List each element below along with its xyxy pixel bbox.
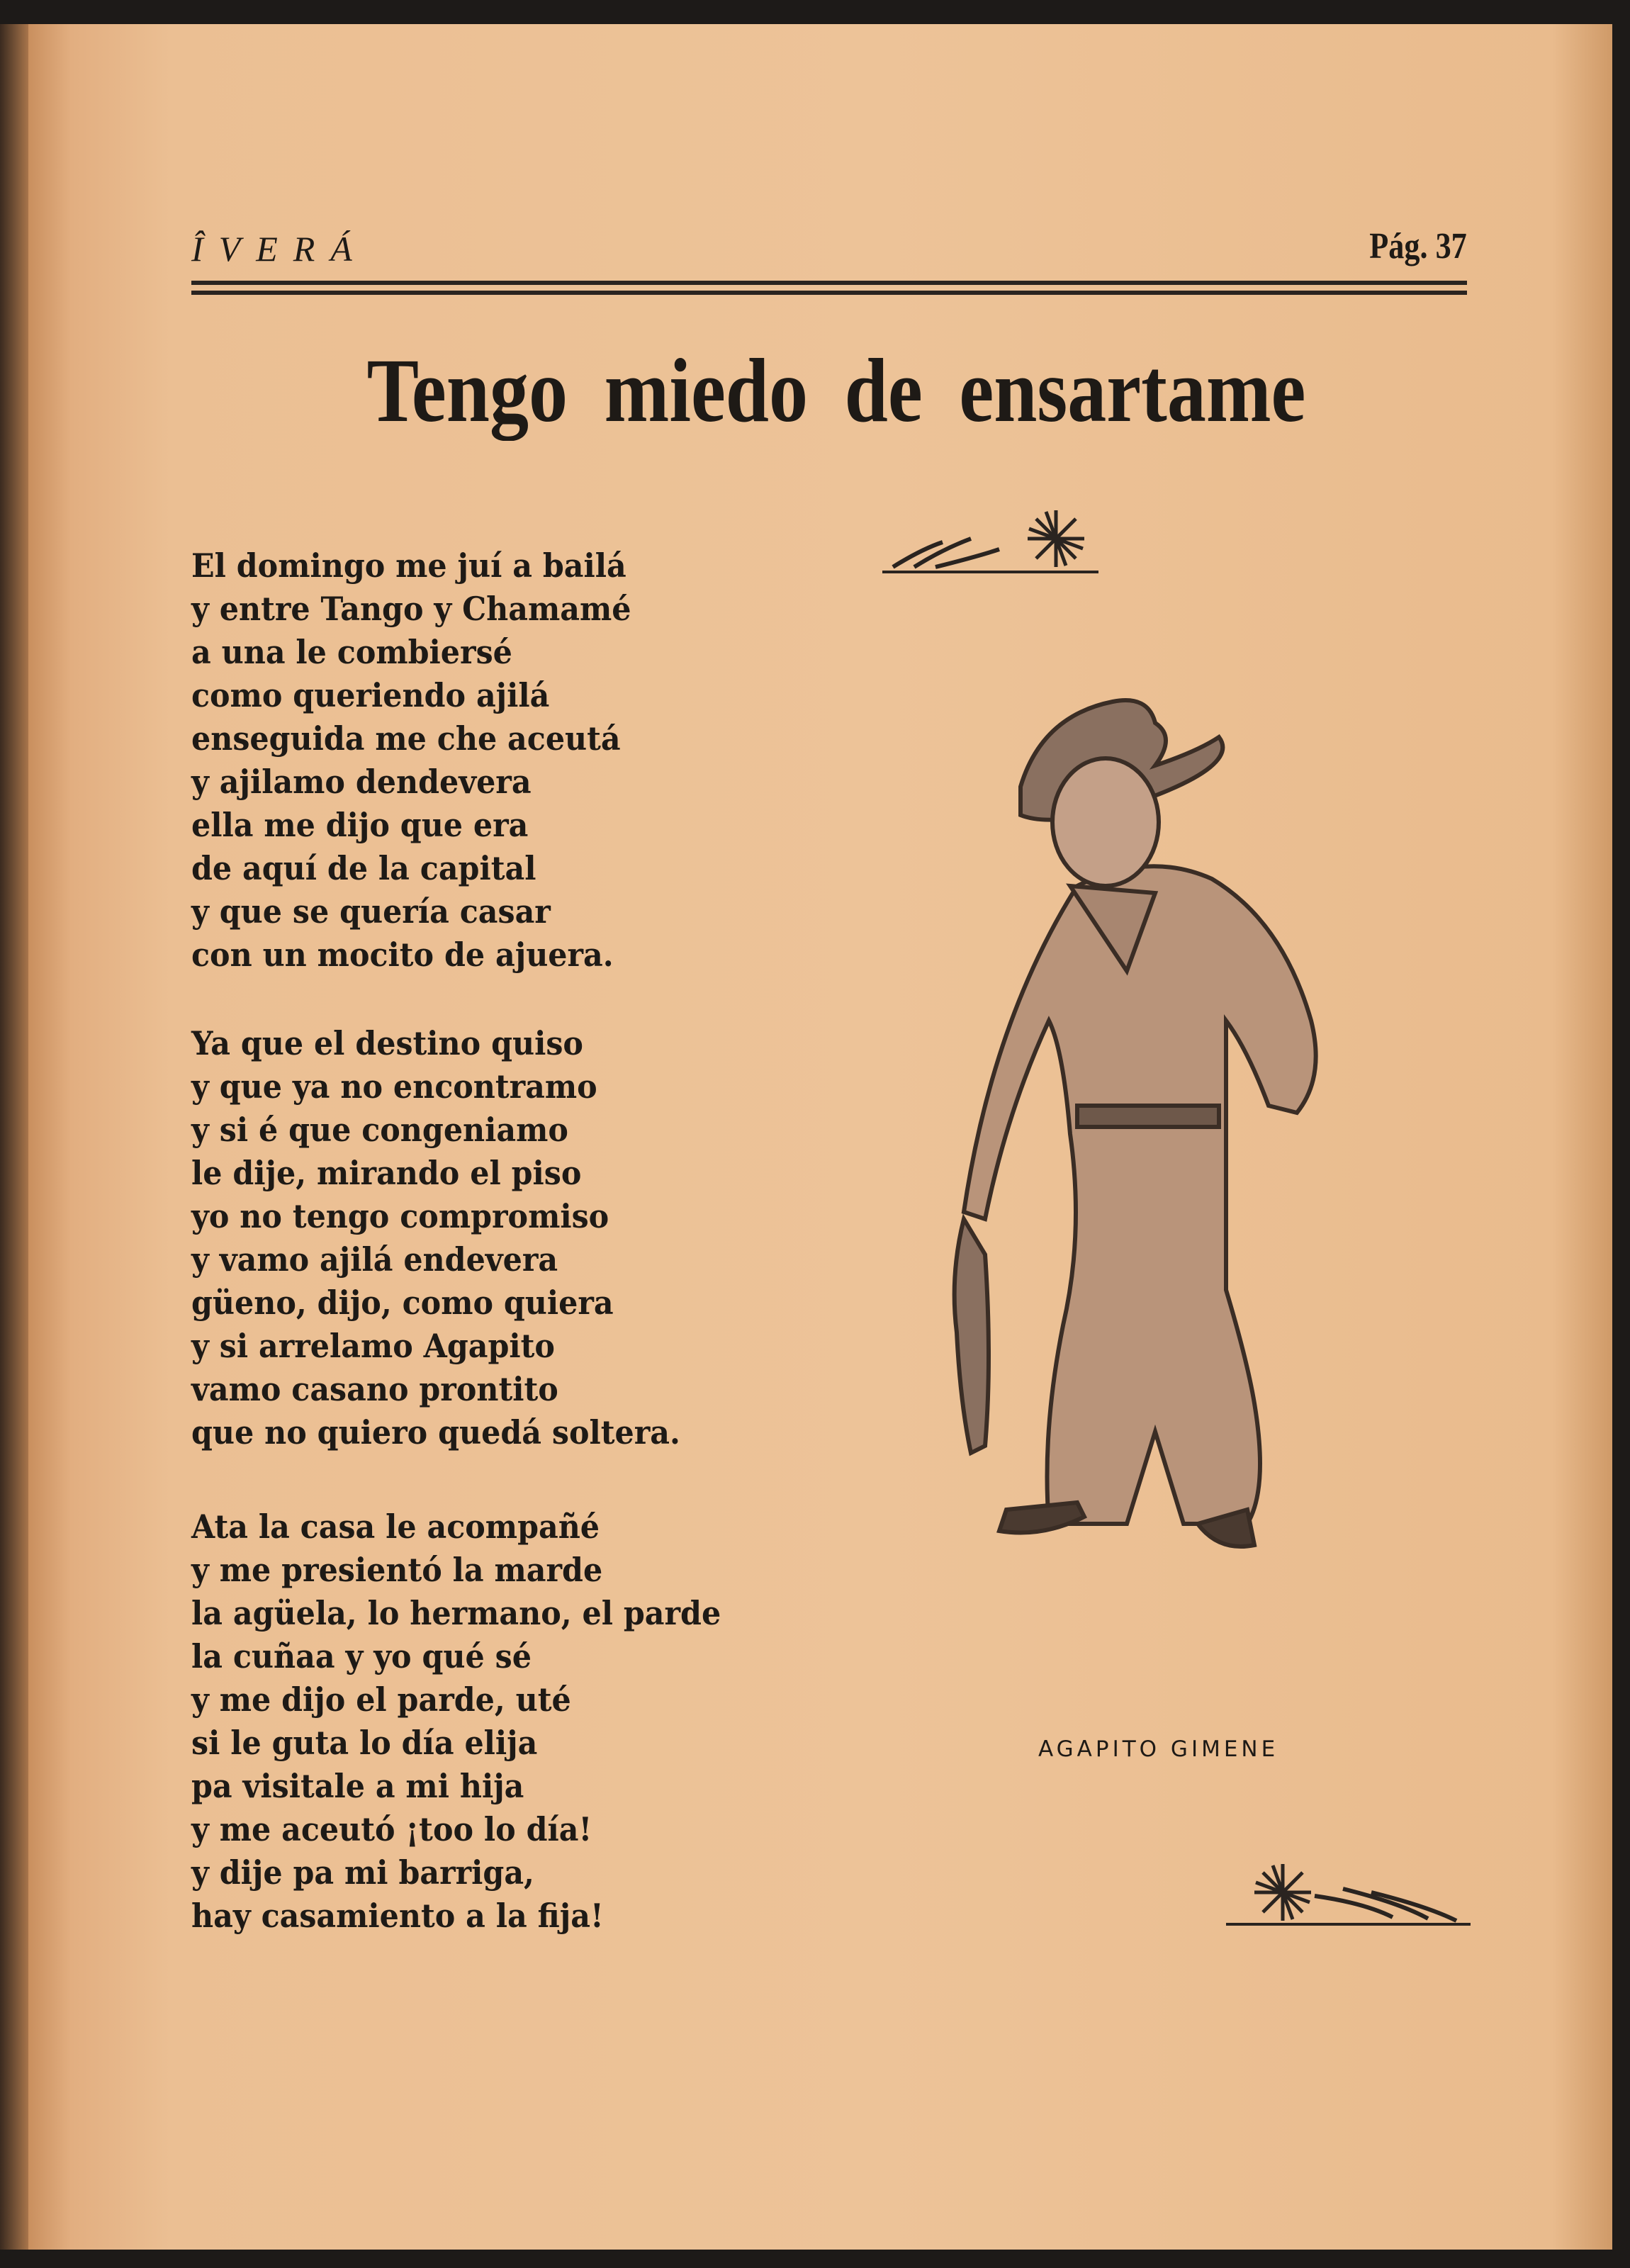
magazine-name: ÎVERÁ	[191, 229, 368, 269]
verse-line: vamo casano prontito	[191, 1370, 558, 1408]
book-spine	[0, 24, 28, 2250]
verse-line: yo no tengo compromiso	[191, 1197, 609, 1235]
verse-line: de aquí de la capital	[191, 849, 536, 887]
verse-line: y dije pa mi barriga,	[191, 1853, 534, 1892]
gaucho-illustration	[914, 652, 1432, 1701]
stanza-2	[191, 1022, 717, 1454]
verse-line: y que se quería casar	[191, 892, 551, 931]
verse-line: enseguida me che aceutá	[191, 719, 621, 758]
verse-line: y si é que congeniamo	[191, 1111, 568, 1149]
stanza-3	[191, 1505, 760, 1938]
verse-line: y me dijo el parde, uté	[191, 1680, 571, 1719]
verse-line: y me aceutó ¡too lo día!	[191, 1810, 592, 1848]
verse-line: y me presientó la marde	[191, 1551, 603, 1589]
stanza-1	[191, 544, 664, 977]
verse-line: a una le combiersé	[191, 633, 512, 671]
verse-line: y si arrelamo Agapito	[191, 1327, 555, 1365]
poem-title: Tengo miedo de ensartame	[366, 340, 1306, 441]
verse-line: que no quiero quedá soltera.	[191, 1413, 680, 1452]
page-number: Pág. 37	[1369, 226, 1467, 266]
verse-line: la agüela, lo hermano, el parde	[191, 1594, 721, 1632]
verse-line: Ya que el destino quiso	[191, 1024, 583, 1062]
verse-line: si le guta lo día elija	[191, 1724, 538, 1762]
verse-line: como queriendo ajilá	[191, 676, 550, 714]
header-rule-bottom	[191, 291, 1467, 295]
verse-line: hay casamiento a la fija!	[191, 1897, 604, 1935]
flower-ornament-bottom	[1222, 1853, 1478, 1931]
verse-line: güeno, dijo, como quiera	[191, 1284, 614, 1322]
illustration-caption: AGAPITO GIMENE	[1038, 1736, 1279, 1762]
verse-line: y ajilamo dendevera	[191, 763, 532, 801]
verse-line: El domingo me juí a bailá	[191, 546, 626, 585]
verse-line: la cuñaa y yo qué sé	[191, 1637, 532, 1675]
verse-line: y que ya no encontramo	[191, 1067, 597, 1106]
verse-line: con un mocito de ajuera.	[191, 936, 614, 974]
verse-line: le dije, mirando el piso	[191, 1154, 582, 1192]
flower-ornament-top	[879, 507, 1106, 578]
verse-line: Ata la casa le acompañé	[191, 1508, 600, 1546]
verse-line: ella me dijo que era	[191, 806, 529, 844]
header-rule-top	[191, 281, 1467, 285]
verse-line: pa visitale a mi hija	[191, 1767, 524, 1805]
verse-line: y entre Tango y Chamamé	[191, 590, 631, 628]
verse-line: y vamo ajilá endevera	[191, 1240, 558, 1279]
